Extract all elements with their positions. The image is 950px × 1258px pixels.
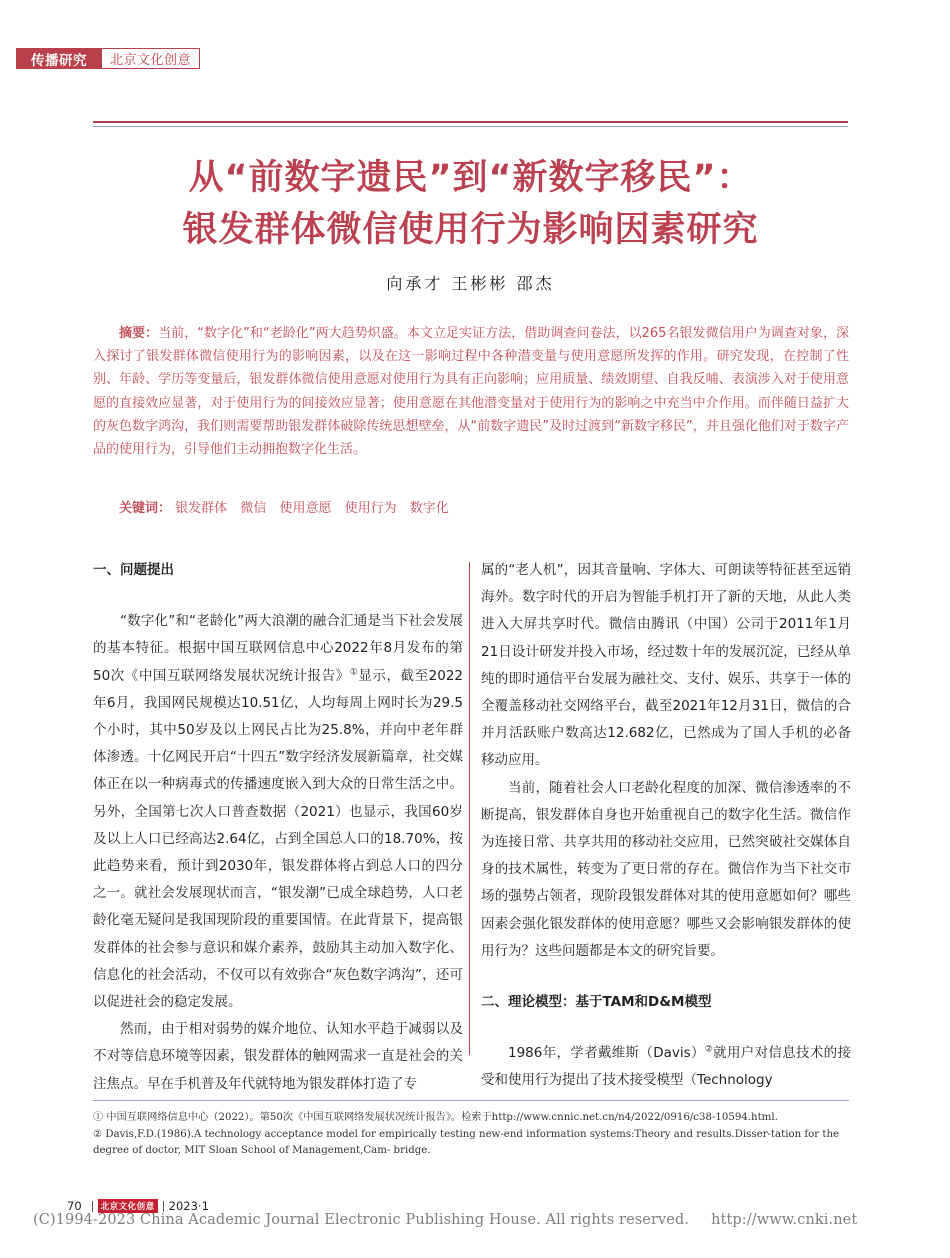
body-paragraph: 然而，由于相对弱势的媒介地位、认知水平趋于减弱以及不对等信息环境等因素，银发群体的触网需求一直是社会的关注焦点。早在手机普及年代就特地为银发群体打造了专	[93, 1021, 463, 1092]
section-heading-1: 一、问题提出	[93, 562, 174, 578]
keyword: 使用意愿	[279, 501, 332, 516]
copyright-text: (C)1994-2023 China Academic Journal Electronic Publishing House. All rights reserved.	[33, 1212, 690, 1228]
abstract-label: 摘要：	[119, 326, 159, 341]
article-title-line-1: 从“前数字遗民”到“新数字移民”：	[188, 158, 753, 198]
footnote-rule	[93, 1100, 849, 1101]
page-number: 70	[67, 1199, 82, 1213]
keyword: 使用行为	[344, 501, 397, 516]
body-right-column	[481, 557, 851, 1095]
footnote-ref-1[interactable]: ①	[349, 667, 359, 678]
article-authors: 向承才 王彬彬 邵杰	[386, 274, 555, 293]
body-paragraph: 当前，随着社会人口老龄化程度的加深、微信渗透率的不断提高，银发群体自身也开始重视自己的数字化生活。微信作为连接日常、共享共用的移动社交应用，已然突破社交媒体自身的技术属性，转变为了更日常的存在。微信作为当下社交市场的强势占领者，现阶段银发群体对其的使用意愿如何？哪些因素会强化银发群体的使用意愿？哪些又会影响银发群体的使用行为？这些问题都是本文的研究旨要。	[481, 779, 851, 959]
article-title-line-2: 银发群体微信使用行为影响因素研究	[182, 210, 759, 250]
footnotes	[93, 1110, 849, 1160]
keyword: 微信	[240, 501, 267, 516]
keyword: 数字化	[409, 501, 449, 516]
keyword: 银发群体	[175, 501, 228, 516]
body-paragraph	[481, 1040, 851, 1094]
paragraph-text: 显示，截至2022年6月，我国网民规模达10.51亿，人均每周上网时长为29.5个小时，其中50岁及以上网民占比为25.8%，并向中老年群体渗透。十亿网民开启“十四五”数字经济发展新篇章，社交媒体正在以一种病毒式的传播速度嵌入到大众的日常生活之中。另外，全国第七次人口普查数据（2021）也显示，我国60岁及以上人口已经高达2.64亿，占到全国总人口的18.70%，按此趋势来看，预计到2030年，银发群体将占到总人口的四分之一。就社会发展现状而言，“银发潮”已成全球趋势，人口老龄化毫无疑问是我国现阶段的重要国情。在此背景下，提高银发群体的社会参与意识和媒介素养，鼓励其主动加入数字化、信息化的社会活动，不仅可以有效弥合“灰色数字鸿沟”，还可以促进社会的稳定发展。	[93, 667, 464, 1011]
footer-divider	[92, 1201, 93, 1212]
keywords	[119, 497, 849, 516]
abstract-text: 当前，“数字化”和“老龄化”两大趋势炽盛。本文立足实证方法，借助调查问卷法，以265名银发微信用户为调查对象，深入探讨了银发群体微信使用行为的影响因素，以及在这一影响过程中各种潜变量与使用意愿所发挥的作用。研究发现，在控制了性别、年龄、学历等变量后，银发群体微信使用意愿对使用行为具有正向影响；应用质量、绩效期望、自我反哺、表演涉入对于使用意愿的直接效应显著，对于使用行为的间接效应显著；使用意愿在其他潜变量对于使用行为的影响之中充当中介作用。而伴随日益扩大的灰色数字鸿沟，我们则需要帮助银发群体破除传统思想壁垒，从“前数字遗民”及时过渡到“新数字移民”，并且强化他们对于数字产品的使用行为，引导他们主动拥抱数字化生活。	[93, 326, 849, 458]
issue-number: 2023·1	[168, 1199, 209, 1213]
copyright-watermark	[33, 1212, 857, 1228]
header-rule-thin	[93, 126, 848, 127]
column-divider	[469, 562, 470, 1055]
paragraph-text: 就用户对信息技术的接受和使用行为提出了技术接受模型（Technology	[481, 1045, 851, 1089]
body-left-column	[93, 557, 463, 1098]
journal-logo: 北京文化创意	[98, 1199, 158, 1213]
keywords-label: 关键词：	[119, 501, 172, 516]
footer-divider	[163, 1201, 164, 1212]
footnote-1: ① 中国互联网络信息中心（2022）。第50次《中国互联网络发展状况统计报告》。检索于http://www.cnnic.net.cn/n4/2022/0916/c38-10594.html.	[93, 1112, 778, 1123]
section-tag	[16, 48, 200, 69]
paragraph-text: “数字化”和“老龄化”两大浪潮的融合汇通是当下社会发展的基本特征。根据中国互联网信息中心2022年8月发布的第50次《中国互联网络发展状况统计报告》	[93, 613, 463, 684]
abstract	[93, 322, 849, 461]
section-heading-2: 二、理论模型：基于TAM和D&M模型	[481, 994, 712, 1011]
footnote-2: ② Davis,F.D.(1986).A technology acceptance model for empirically testing new-end information systems:Theory and results.Disser-tation for the degree of doctor, MIT Sloan School of Management,Cam- bridge.	[93, 1128, 840, 1156]
column-name: 北京文化创意	[102, 48, 200, 69]
body-paragraph	[93, 608, 463, 1016]
body-paragraph-continued: 属的“老人机”，因其音量响、字体大、可朗读等特征甚至远销海外。数字时代的开启为智能手机打开了新的天地，从此人类进入大屏共享时代。微信由腾讯（中国）公司于2011年1月21日设计研发并投入市场，经过数十年的发展沉淀，已经从单纯的即时通信平台发展为融社交、支付、娱乐、共享于一体的全覆盖移动社交网络平台，截至2021年12月31日，微信的合并月活跃账户数高达12.682亿，已然成为了国人手机的必备移动应用。	[481, 562, 851, 769]
cnki-link[interactable]: http://www.cnki.net	[711, 1212, 858, 1228]
header-rule-thick	[93, 121, 848, 123]
section-name: 传播研究	[16, 48, 102, 69]
footnote-ref-2[interactable]: ②	[704, 1044, 714, 1055]
paragraph-text: 1986年，学者戴维斯（Davis）	[508, 1045, 705, 1062]
